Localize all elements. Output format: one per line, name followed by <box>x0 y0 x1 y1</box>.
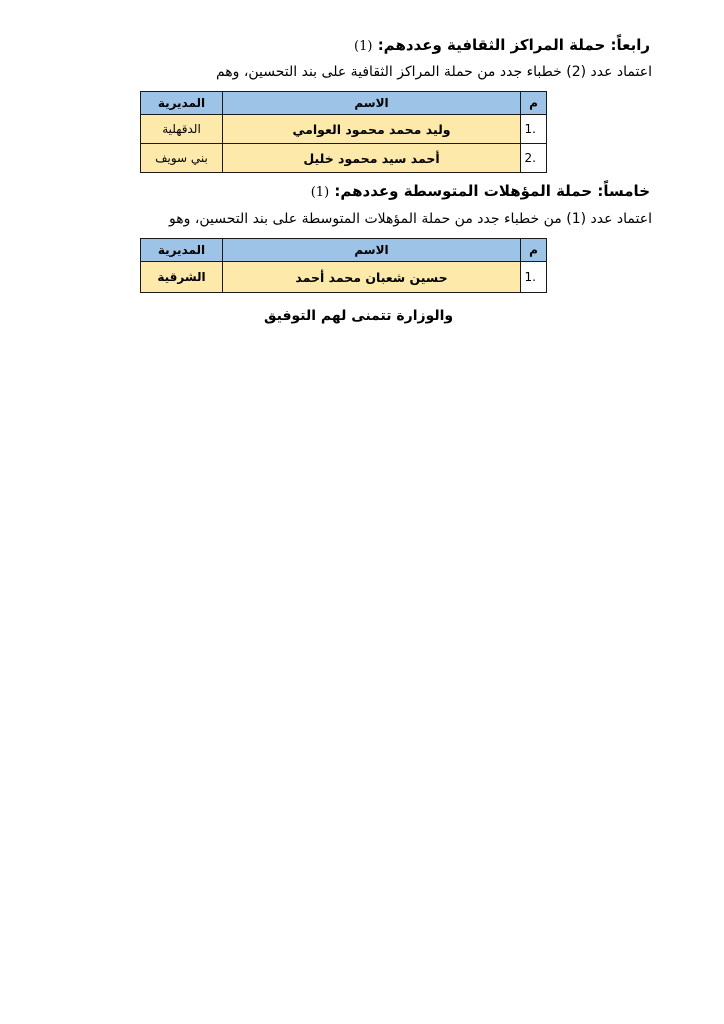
section4-count: (1) <box>354 39 373 54</box>
section4-heading-text: رابعاً: حملة المراكز الثقافية وعددهم: <box>377 36 650 54</box>
section5-heading <box>311 182 650 200</box>
header-num: م <box>521 92 547 115</box>
row-directorate: الشرقية <box>141 262 223 293</box>
section5-heading-text: خامساً: حملة المؤهلات المتوسطة وعددهم: <box>334 182 650 200</box>
section4-table <box>140 91 547 173</box>
table-row <box>141 262 547 293</box>
row-directorate: الدقهلية <box>141 115 223 144</box>
row-num: 1. <box>521 262 547 293</box>
table-row <box>141 144 547 173</box>
row-name: حسين شعبان محمد أحمد <box>223 262 521 293</box>
header-name: الاسم <box>223 239 521 262</box>
header-num: م <box>521 239 547 262</box>
closing-line: والوزارة تتمنى لهم التوفيق <box>264 308 454 324</box>
header-name: الاسم <box>223 92 521 115</box>
section5-table <box>140 238 547 293</box>
header-directorate: المديرية <box>141 92 223 115</box>
table-row <box>141 115 547 144</box>
section4-paragraph: اعتماد عدد (2) خطباء جدد من حملة المراكز الثقافية على بند التحسين، وهم <box>215 64 652 80</box>
table-header-row <box>141 92 547 115</box>
row-num: 1. <box>521 115 547 144</box>
row-name: أحمد سيد محمود خليل <box>223 144 521 173</box>
row-name: وليد محمد محمود العوامي <box>223 115 521 144</box>
section4-heading <box>354 36 650 54</box>
row-directorate: بني سويف <box>141 144 223 173</box>
section5-paragraph: اعتماد عدد (1) من خطباء جدد من حملة المؤهلات المتوسطة على بند التحسين، وهو <box>169 211 652 227</box>
section5-count: (1) <box>310 185 330 200</box>
header-directorate: المديرية <box>141 239 223 262</box>
table-header-row <box>141 239 547 262</box>
row-num: 2. <box>521 144 547 173</box>
